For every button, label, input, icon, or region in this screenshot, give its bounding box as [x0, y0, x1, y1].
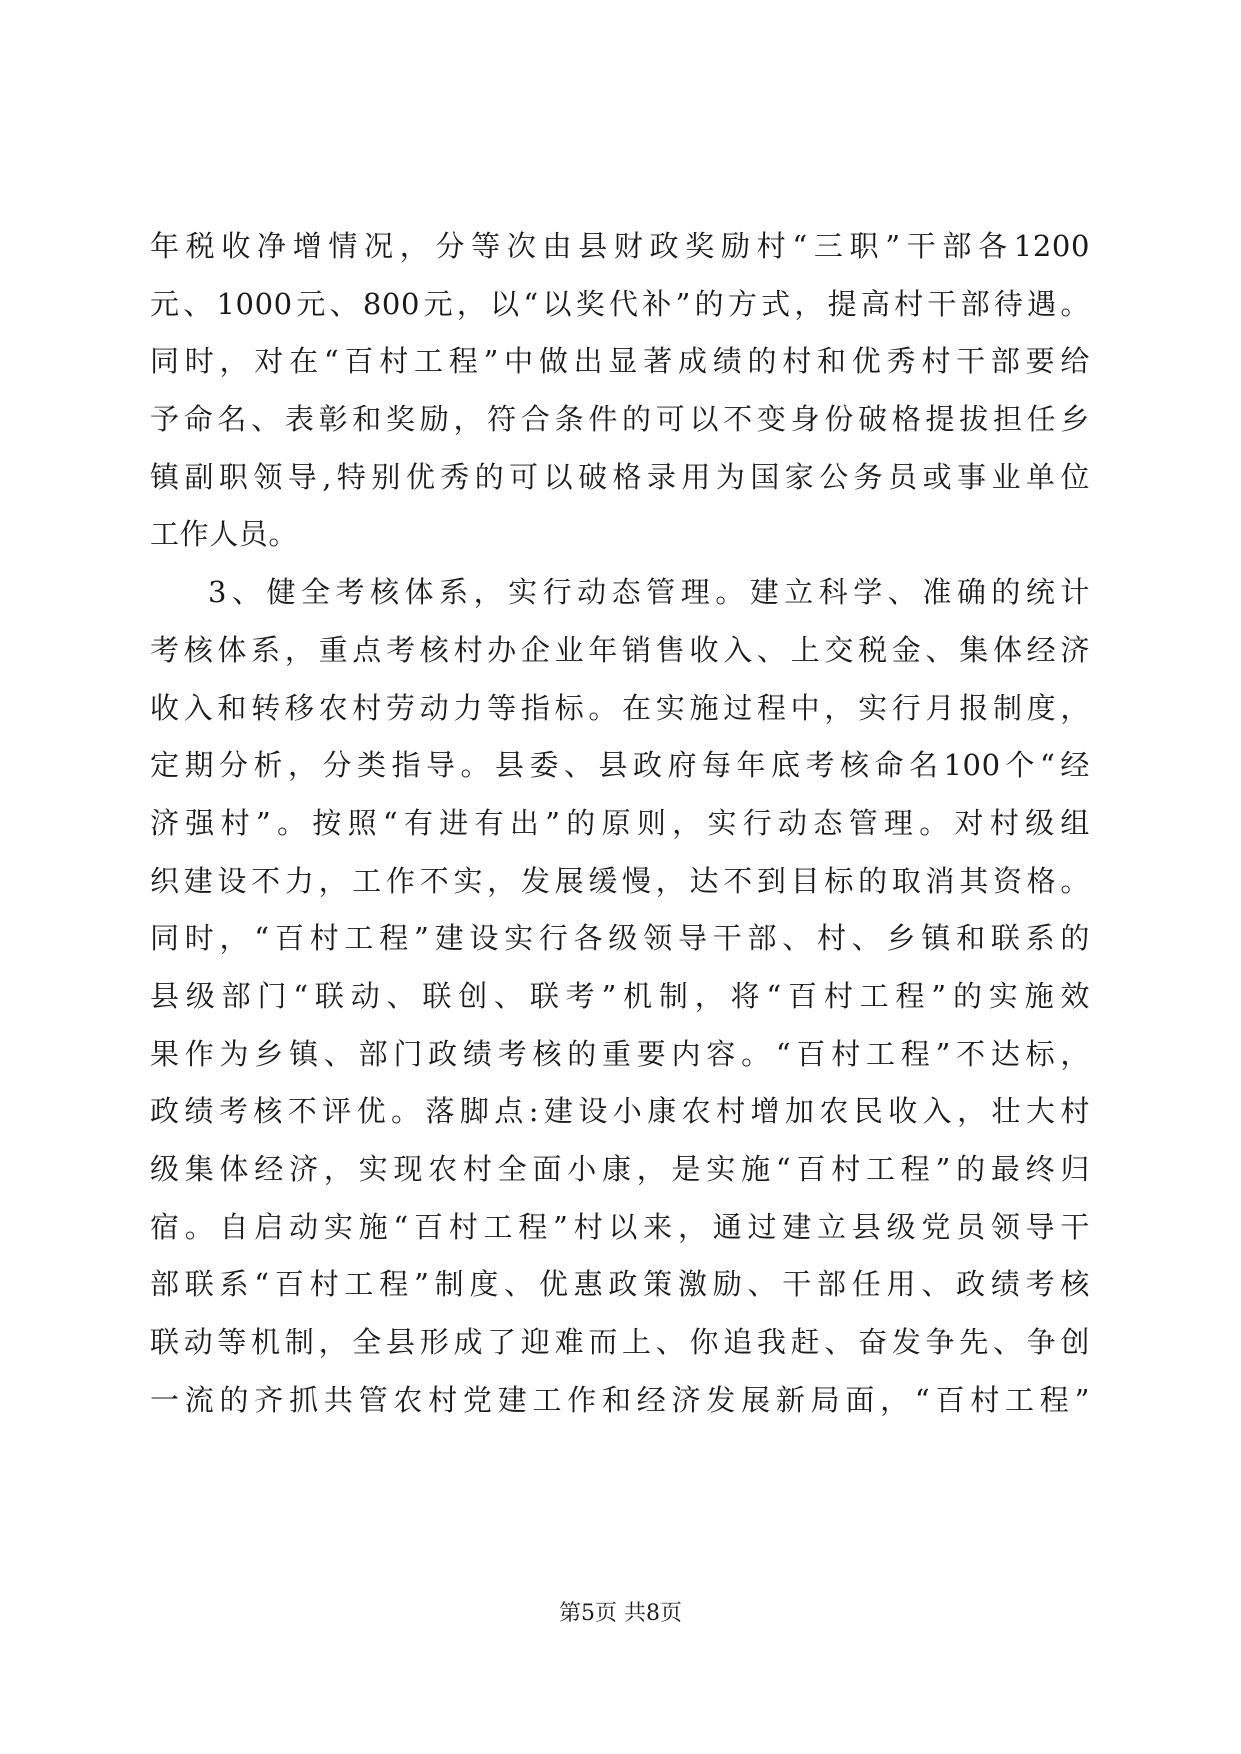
- text-line: 镇副职领导,特别优秀的可以破格录用为国家公务员或事业单位: [150, 459, 1090, 494]
- text-line: 年税收净增情况，分等次由县财政奖励村“三职”干部各1200: [150, 229, 1090, 263]
- text-line: 同时，对在“百村工程”中做出显著成绩的村和优秀村干部要给: [150, 344, 1090, 379]
- text-line: 工作人员。: [150, 517, 299, 552]
- text-line: 3、健全考核体系，实行动态管理。建立科学、准确的统计: [208, 575, 1090, 610]
- text-line: 收入和转移农村劳动力等指标。在实施过程中，实行月报制度，: [150, 690, 1090, 725]
- text-line: 部联系“百村工程”制度、优惠政策激励、干部任用、政绩考核: [150, 1267, 1090, 1302]
- text-line: 定期分析，分类指导。县委、县政府每年底考核命名100个“经: [150, 748, 1090, 783]
- text-line: 宿。自启动实施“百村工程”村以来，通过建立县级党员领导干: [150, 1209, 1090, 1244]
- text-line: 元、1000元、800元，以“以奖代补”的方式，提高村干部待遇。: [150, 286, 1090, 321]
- text-line: 同时，“百村工程”建设实行各级领导干部、村、乡镇和联系的: [150, 921, 1090, 956]
- text-line: 织建设不力，工作不实，发展缓慢，达不到目标的取消其资格。: [150, 863, 1090, 898]
- text-line: 考核体系，重点考核村办企业年销售收入、上交税金、集体经济: [150, 632, 1090, 667]
- text-line: 联动等机制，全县形成了迎难而上、你追我赶、奋发争先、争创: [150, 1325, 1090, 1360]
- text-line: 政绩考核不评优。落脚点:建设小康农村增加农民收入，壮大村: [150, 1094, 1090, 1129]
- text-line: 济强村”。按照“有进有出”的原则，实行动态管理。对村级组: [150, 805, 1090, 840]
- text-line: 级集体经济，实现农村全面小康，是实施“百村工程”的最终归: [150, 1152, 1090, 1186]
- page-number-footer: 第5页 共8页: [559, 1601, 682, 1626]
- text-line: 予命名、表彰和奖励，符合条件的可以不变身份破格提拔担任乡: [150, 402, 1090, 437]
- text-line: 一流的齐抓共管农村党建工作和经济发展新局面，“百村工程”: [150, 1382, 1090, 1417]
- text-line: 果作为乡镇、部门政绩考核的重要内容。“百村工程”不达标，: [150, 1036, 1090, 1071]
- document-body: [150, 218, 1090, 1429]
- text-line: 县级部门“联动、联创、联考”机制，将“百村工程”的实施效: [150, 978, 1090, 1013]
